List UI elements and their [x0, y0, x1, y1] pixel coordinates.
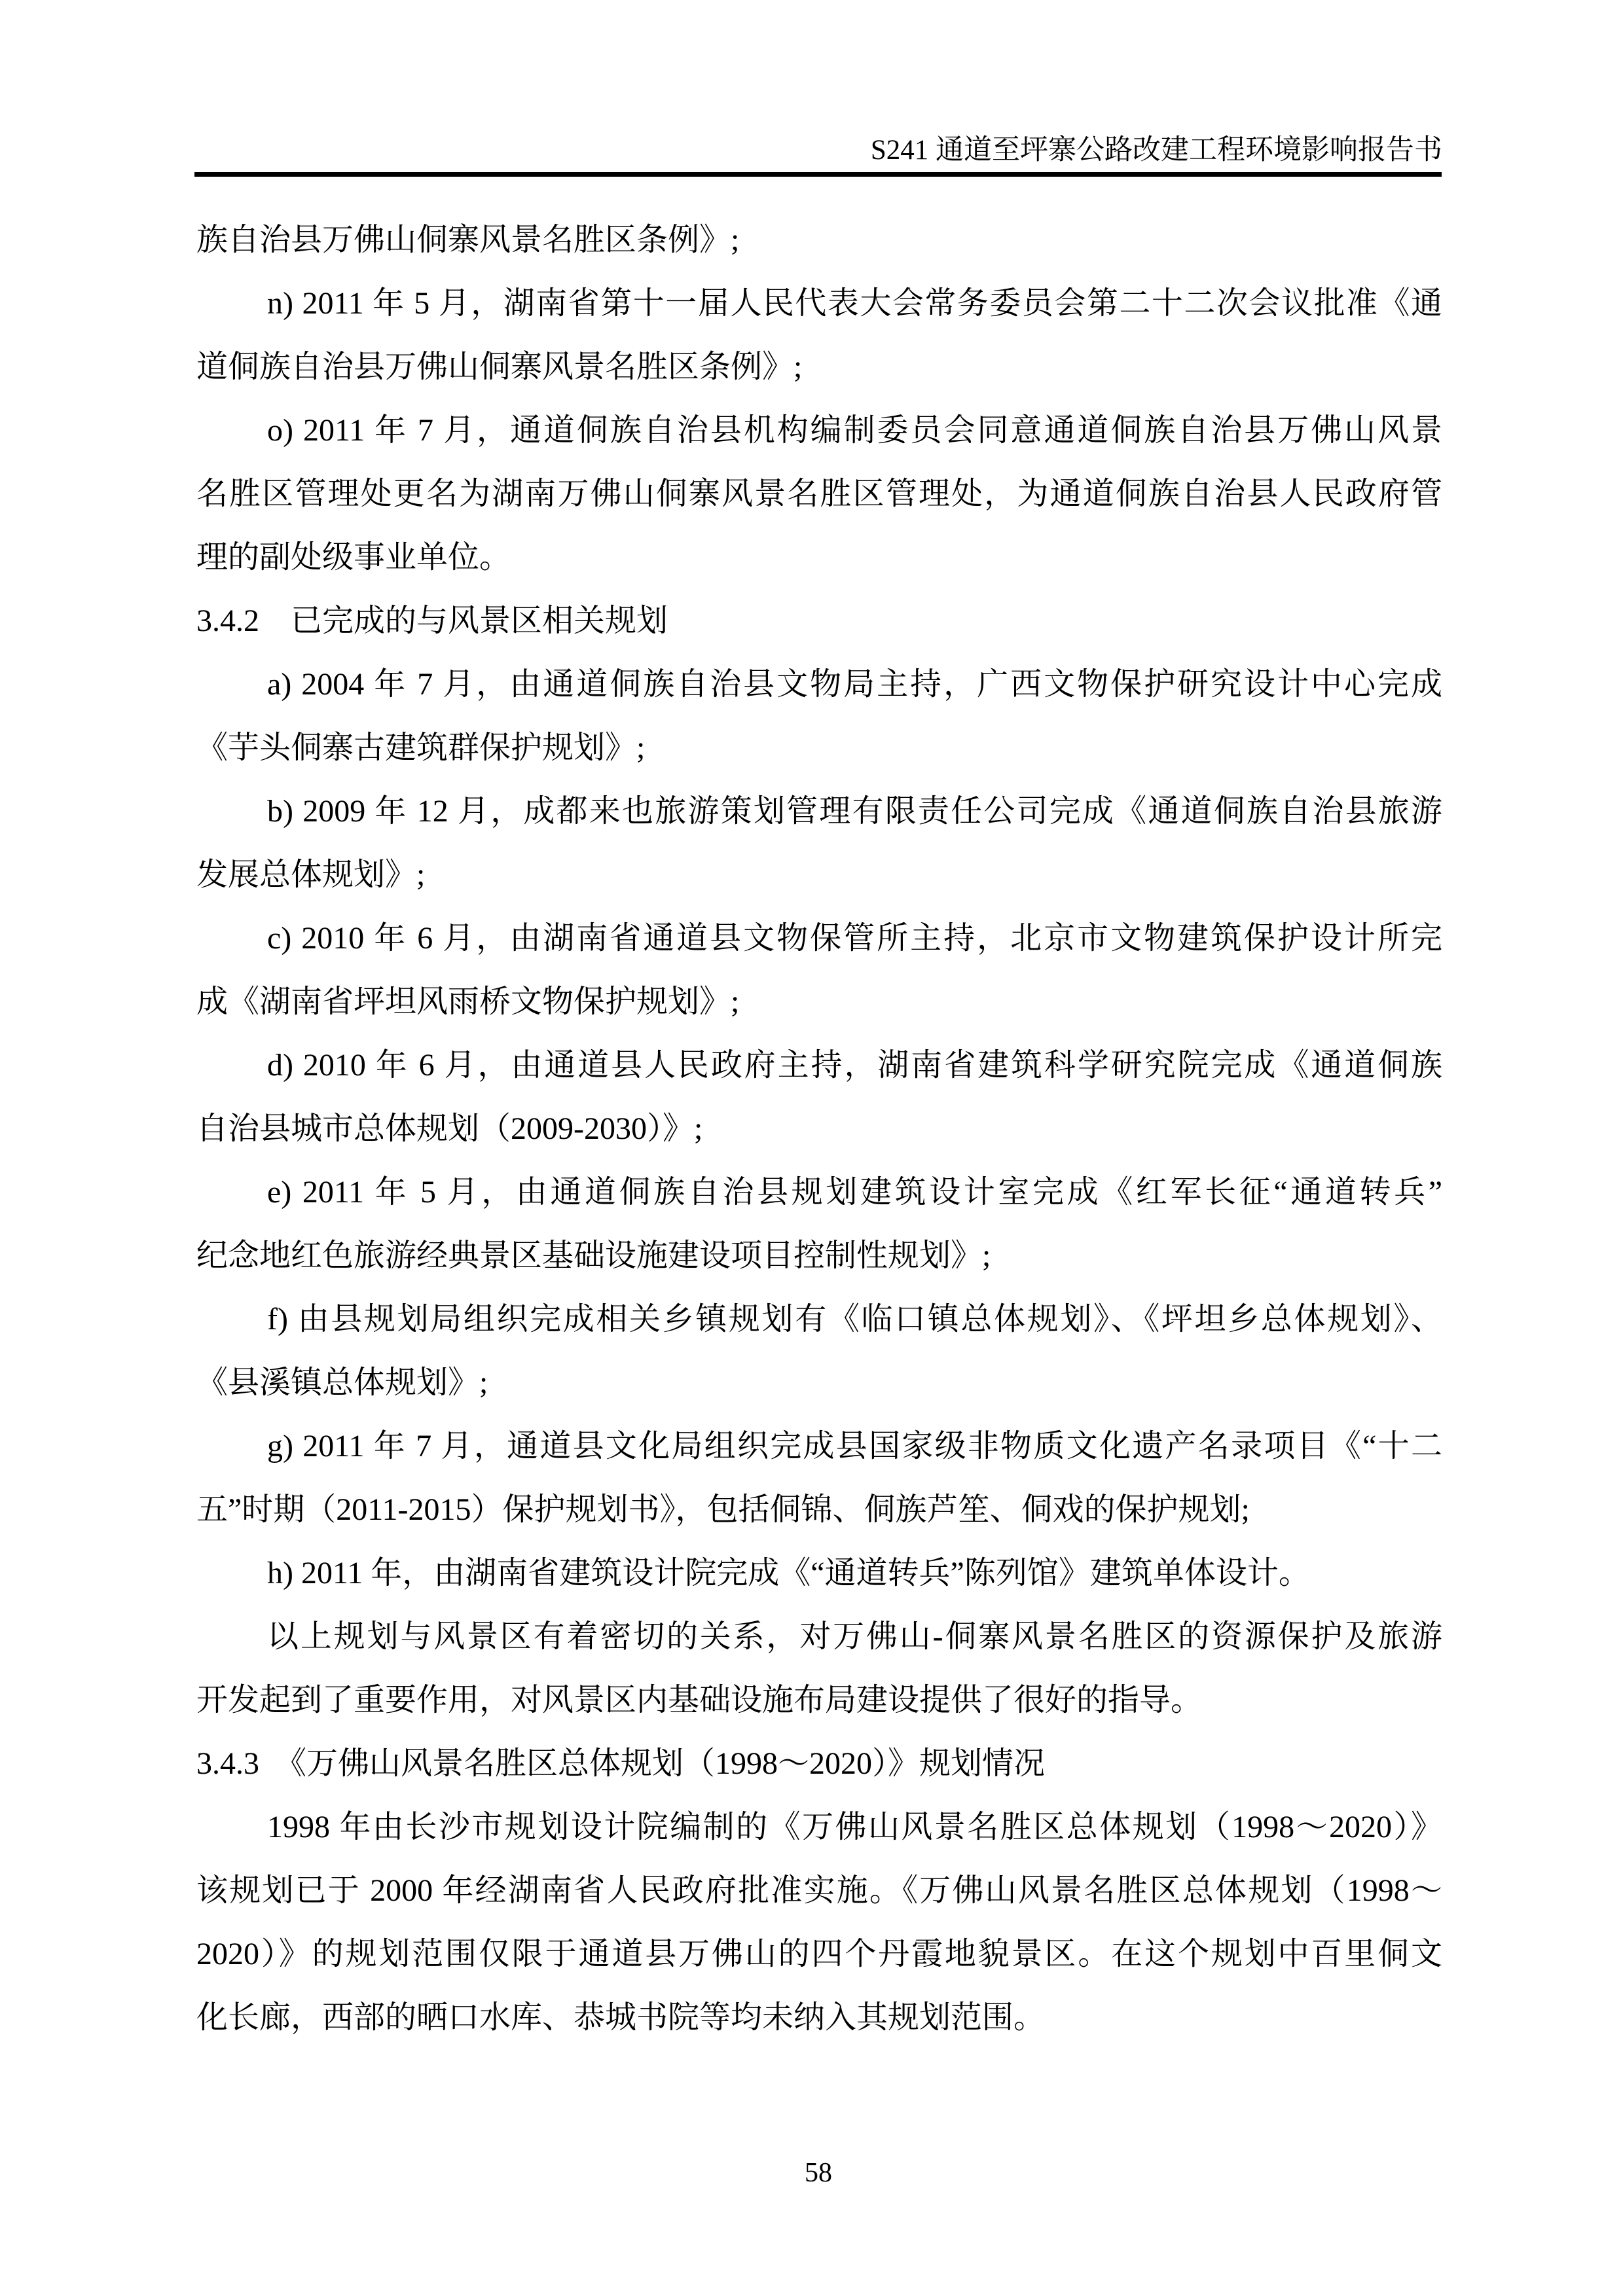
- header-divider: [194, 172, 1442, 177]
- text-line: h) 2011 年，由湖南省建筑设计院完成《“通道转兵”陈列馆》建筑单体设计。: [267, 1556, 1310, 1590]
- text-line: d) 2010 年 6 月，由通道县人民政府主持，湖南省建筑科学研究院完成《通道侗族: [267, 1048, 1442, 1083]
- text-line: 理的副处级事业单位。: [196, 540, 511, 575]
- text-line: 名胜区管理处更名为湖南万佛山侗寨风景名胜区管理处，为通道侗族自治县人民政府管: [196, 476, 1442, 511]
- text-line: c) 2010 年 6 月，由湖南省通道县文物保管所主持，北京市文物建筑保护设计所完: [267, 921, 1442, 956]
- text-line: f) 由县规划局组织完成相关乡镇规划有《临口镇总体规划》、《坪坦乡总体规划》、: [267, 1302, 1442, 1336]
- text-line: 五”时期（2011-2015）保护规划书》，包括侗锦、侗族芦笙、侗戏的保护规划;: [196, 1492, 1250, 1527]
- text-line: 开发起到了重要作用，对风景区内基础设施布局建设提供了很好的指导。: [196, 1683, 1203, 1717]
- header-title: S241 通道至坪寨公路改建工程环境影响报告书: [870, 135, 1442, 166]
- text-line: 族自治县万佛山侗寨风景名胜区条例》;: [196, 223, 740, 257]
- page-footer: [194, 2155, 1442, 2191]
- section-heading: 3.4.2 已完成的与风景区相关规划: [196, 603, 668, 638]
- text-line: 发展总体规划》;: [196, 857, 426, 892]
- text-line: a) 2004 年 7 月，由通道侗族自治县文物局主持，广西文物保护研究设计中心完成: [267, 667, 1442, 702]
- document-body: [196, 208, 1442, 2049]
- text-line: g) 2011 年 7 月，通道县文化局组织完成县国家级非物质文化遗产名录项目《“十二: [267, 1429, 1442, 1463]
- text-line: o) 2011 年 7 月，通道侗族自治县机构编制委员会同意通道侗族自治县万佛山风景: [267, 413, 1442, 448]
- page-header: [194, 131, 1442, 170]
- text-line: 道侗族自治县万佛山侗寨风景名胜区条例》;: [196, 350, 803, 384]
- page-number: 58: [805, 2158, 832, 2188]
- text-line: 成《湖南省坪坦风雨桥文物保护规划》;: [196, 984, 740, 1019]
- section-heading: 3.4.3 《万佛山风景名胜区总体规划（1998～2020）》规划情况: [196, 1746, 1046, 1781]
- text-line: b) 2009 年 12 月，成都来也旅游策划管理有限责任公司完成《通道侗族自治县旅游: [267, 794, 1442, 829]
- text-line: 《芋头侗寨古建筑群保护规划》;: [196, 730, 646, 765]
- text-line: 1998 年由长沙市规划设计院编制的《万佛山风景名胜区总体规划（1998～2020）》: [267, 1810, 1442, 1844]
- text-line: e) 2011 年 5 月，由通道侗族自治县规划建筑设计室完成《红军长征“通道转兵”: [267, 1175, 1442, 1210]
- text-line: 自治县城市总体规划（2009-2030）》;: [196, 1111, 703, 1146]
- text-line: 以上规划与风景区有着密切的关系，对万佛山-侗寨风景名胜区的资源保护及旅游: [267, 1619, 1442, 1654]
- text-line: n) 2011 年 5 月，湖南省第十一届人民代表大会常务委员会第二十二次会议批准《通: [267, 286, 1442, 321]
- text-line: 化长廊，西部的晒口水库、恭城书院等均未纳入其规划范围。: [196, 2000, 1046, 2035]
- text-line: 2020）》的规划范围仅限于通道县万佛山的四个丹霞地貌景区。在这个规划中百里侗文: [196, 1937, 1442, 1971]
- text-line: 纪念地红色旅游经典景区基础设施建设项目控制性规划》;: [196, 1238, 991, 1273]
- text-line: 《县溪镇总体规划》;: [196, 1365, 488, 1400]
- text-line: 该规划已于 2000 年经湖南省人民政府批准实施。《万佛山风景名胜区总体规划（1998～: [196, 1873, 1442, 1908]
